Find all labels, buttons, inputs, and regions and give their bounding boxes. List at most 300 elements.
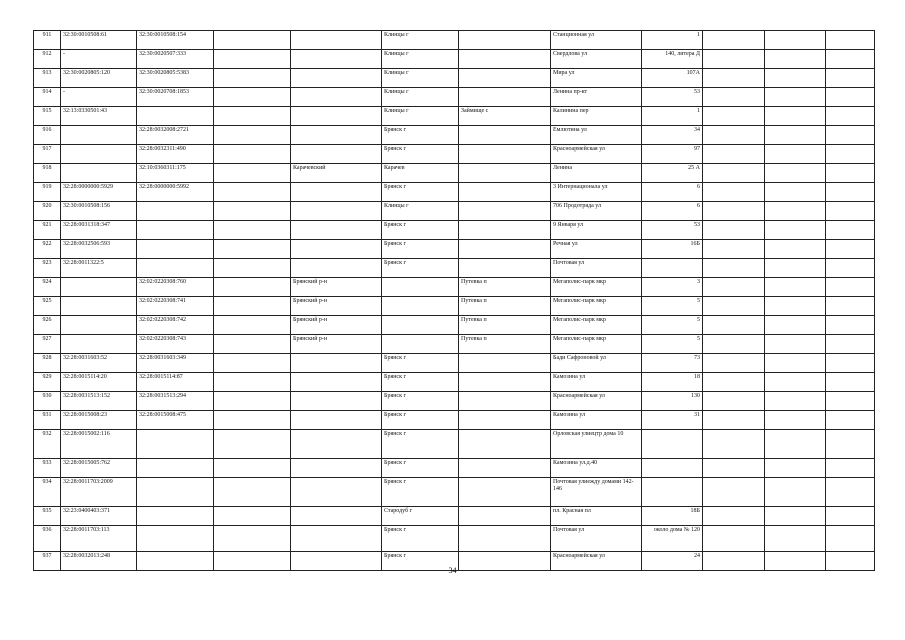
blank-cell — [826, 430, 875, 459]
blank-cell — [765, 69, 826, 88]
city-cell: Брянск г — [382, 459, 459, 478]
house-cell: 18Б — [642, 507, 703, 526]
blank-cell — [214, 31, 291, 50]
table-row — [34, 107, 875, 126]
city-cell: Брянск г — [382, 552, 459, 571]
blank-cell — [703, 373, 765, 392]
blank-cell — [765, 373, 826, 392]
cadastral-number-cell — [61, 164, 137, 183]
table-row — [34, 459, 875, 478]
row-number-cell: 930 — [34, 392, 61, 411]
district-cell — [291, 411, 382, 430]
blank-cell — [765, 354, 826, 373]
blank-cell — [826, 297, 875, 316]
row-number-cell: 914 — [34, 88, 61, 107]
row-number-cell: 927 — [34, 335, 61, 354]
blank-cell — [826, 335, 875, 354]
blank-cell — [214, 126, 291, 145]
row-number-cell: 913 — [34, 69, 61, 88]
blank-cell — [703, 411, 765, 430]
table-row — [34, 164, 875, 183]
blank-cell — [765, 507, 826, 526]
cadastral-number-cell: 32:28:0015008:23 — [61, 411, 137, 430]
row-number-cell: 929 — [34, 373, 61, 392]
blank-cell — [703, 316, 765, 335]
building-cadastral-cell: 32:28:0000000:5992 — [137, 183, 214, 202]
building-cadastral-cell: 32:10:0360311:175 — [137, 164, 214, 183]
city-cell: Клинцы г — [382, 88, 459, 107]
house-cell — [642, 259, 703, 278]
building-cadastral-cell: 32:02:0220308:742 — [137, 316, 214, 335]
locality-cell — [459, 240, 551, 259]
district-cell — [291, 50, 382, 69]
house-cell: 130 — [642, 392, 703, 411]
blank-cell — [214, 107, 291, 126]
locality-cell — [459, 88, 551, 107]
blank-cell — [826, 259, 875, 278]
city-cell — [382, 335, 459, 354]
table-row — [34, 392, 875, 411]
row-number-cell: 911 — [34, 31, 61, 50]
blank-cell — [826, 373, 875, 392]
city-cell: Брянск г — [382, 430, 459, 459]
table-body — [34, 31, 875, 571]
table-row — [34, 69, 875, 88]
table-row — [34, 373, 875, 392]
city-cell: Брянск г — [382, 221, 459, 240]
cadastral-number-cell: 32:28:0011322:5 — [61, 259, 137, 278]
street-cell: Красноармейская ул — [551, 145, 642, 164]
street-cell: Почтовая ул — [551, 259, 642, 278]
blank-cell — [214, 335, 291, 354]
street-cell: Красноармейская ул — [551, 392, 642, 411]
cadastral-number-cell — [61, 316, 137, 335]
blank-cell — [765, 221, 826, 240]
blank-cell — [826, 107, 875, 126]
city-cell: Брянск г — [382, 354, 459, 373]
city-cell — [382, 297, 459, 316]
building-cadastral-cell: 32:02:0220308:743 — [137, 335, 214, 354]
row-number-cell: 933 — [34, 459, 61, 478]
street-cell: Мегаполис-парк мкр — [551, 335, 642, 354]
blank-cell — [214, 145, 291, 164]
blank-cell — [826, 459, 875, 478]
building-cadastral-cell — [137, 478, 214, 507]
cadastral-number-cell: 32:28:0000000:5929 — [61, 183, 137, 202]
blank-cell — [703, 145, 765, 164]
house-cell: 1 — [642, 31, 703, 50]
blank-cell — [826, 183, 875, 202]
street-cell: Ленина — [551, 164, 642, 183]
city-cell: Брянск г — [382, 373, 459, 392]
row-number-cell: 936 — [34, 526, 61, 552]
city-cell: Брянск г — [382, 259, 459, 278]
street-cell: Мегаполис-парк мкр — [551, 278, 642, 297]
street-cell: Камозина ул — [551, 411, 642, 430]
blank-cell — [703, 430, 765, 459]
blank-cell — [703, 183, 765, 202]
table-row — [34, 259, 875, 278]
city-cell: Клинцы г — [382, 50, 459, 69]
blank-cell — [214, 392, 291, 411]
blank-cell — [214, 316, 291, 335]
house-cell: 34 — [642, 126, 703, 145]
cadastral-number-cell: 32:28:0011703:2009 — [61, 478, 137, 507]
blank-cell — [765, 145, 826, 164]
district-cell: Карачевский — [291, 164, 382, 183]
blank-cell — [703, 31, 765, 50]
blank-cell — [826, 316, 875, 335]
cadastral-number-cell: 32:28:0031603:52 — [61, 354, 137, 373]
street-cell: Калинина пер — [551, 107, 642, 126]
district-cell: Брянский р-н — [291, 278, 382, 297]
district-cell — [291, 459, 382, 478]
blank-cell — [826, 50, 875, 69]
blank-cell — [826, 202, 875, 221]
row-number-cell: 923 — [34, 259, 61, 278]
blank-cell — [826, 411, 875, 430]
locality-cell — [459, 164, 551, 183]
blank-cell — [826, 354, 875, 373]
street-cell: Бади Сафроновой ул — [551, 354, 642, 373]
city-cell — [382, 316, 459, 335]
table-row — [34, 126, 875, 145]
blank-cell — [703, 297, 765, 316]
cadastral-number-cell: 32:28:0015002:116 — [61, 430, 137, 459]
blank-cell — [214, 221, 291, 240]
locality-cell — [459, 202, 551, 221]
house-cell: 73 — [642, 354, 703, 373]
street-cell: Ленина пр-кт — [551, 88, 642, 107]
row-number-cell: 934 — [34, 478, 61, 507]
locality-cell — [459, 392, 551, 411]
locality-cell — [459, 373, 551, 392]
blank-cell — [765, 392, 826, 411]
locality-cell — [459, 145, 551, 164]
blank-cell — [765, 459, 826, 478]
table-row — [34, 297, 875, 316]
blank-cell — [703, 526, 765, 552]
street-cell: Почтовая ул — [551, 526, 642, 552]
blank-cell — [703, 50, 765, 69]
table-row — [34, 335, 875, 354]
table-row — [34, 31, 875, 50]
building-cadastral-cell: 32:30:0020507:333 — [137, 50, 214, 69]
street-cell: Станционная ул — [551, 31, 642, 50]
district-cell — [291, 221, 382, 240]
blank-cell — [214, 183, 291, 202]
table-row — [34, 240, 875, 259]
cadastral-number-cell: 32:23:0400403:371 — [61, 507, 137, 526]
city-cell: Клинцы г — [382, 107, 459, 126]
locality-cell — [459, 50, 551, 69]
cadastral-number-cell: 32:28:0011703:113 — [61, 526, 137, 552]
city-cell: Брянск г — [382, 240, 459, 259]
blank-cell — [765, 335, 826, 354]
house-cell — [642, 430, 703, 459]
district-cell — [291, 88, 382, 107]
blank-cell — [703, 240, 765, 259]
cadastral-number-cell: 32:28:0031318:347 — [61, 221, 137, 240]
locality-cell — [459, 183, 551, 202]
district-cell — [291, 392, 382, 411]
house-cell: 3 — [642, 278, 703, 297]
street-cell: Почтовая улиежду домами 142-146 — [551, 478, 642, 507]
blank-cell — [765, 202, 826, 221]
locality-cell: Путевка п — [459, 278, 551, 297]
blank-cell — [765, 316, 826, 335]
blank-cell — [703, 221, 765, 240]
locality-cell — [459, 221, 551, 240]
building-cadastral-cell — [137, 202, 214, 221]
district-cell — [291, 31, 382, 50]
row-number-cell: 917 — [34, 145, 61, 164]
district-cell — [291, 145, 382, 164]
row-number-cell: 935 — [34, 507, 61, 526]
blank-cell — [214, 69, 291, 88]
building-cadastral-cell: 32:28:0015008:475 — [137, 411, 214, 430]
cadastral-number-cell — [61, 278, 137, 297]
blank-cell — [826, 145, 875, 164]
house-cell: 18 — [642, 373, 703, 392]
blank-cell — [765, 126, 826, 145]
house-cell: 53 — [642, 221, 703, 240]
city-cell: Брянск г — [382, 478, 459, 507]
blank-cell — [214, 259, 291, 278]
cadastral-number-cell: 32:28:0032506:593 — [61, 240, 137, 259]
blank-cell — [703, 354, 765, 373]
cadastral-number-cell: 32:28:0031513:152 — [61, 392, 137, 411]
building-cadastral-cell — [137, 221, 214, 240]
blank-cell — [826, 240, 875, 259]
table-row — [34, 526, 875, 552]
blank-cell — [703, 164, 765, 183]
locality-cell: Займище с — [459, 107, 551, 126]
blank-cell — [703, 107, 765, 126]
blank-cell — [826, 31, 875, 50]
blank-cell — [214, 526, 291, 552]
row-number-cell: 921 — [34, 221, 61, 240]
blank-cell — [214, 202, 291, 221]
blank-cell — [214, 430, 291, 459]
blank-cell — [826, 126, 875, 145]
house-cell: 5 — [642, 335, 703, 354]
table-row — [34, 88, 875, 107]
blank-cell — [703, 392, 765, 411]
blank-cell — [703, 259, 765, 278]
blank-cell — [765, 107, 826, 126]
blank-cell — [214, 297, 291, 316]
row-number-cell: 919 — [34, 183, 61, 202]
street-cell: 706 Продотряда ул — [551, 202, 642, 221]
house-cell — [642, 478, 703, 507]
cadastral-number-cell: 32:30:0010508:156 — [61, 202, 137, 221]
row-number-cell: 922 — [34, 240, 61, 259]
district-cell — [291, 69, 382, 88]
building-cadastral-cell: 32:28:0031513:294 — [137, 392, 214, 411]
blank-cell — [703, 459, 765, 478]
building-cadastral-cell — [137, 430, 214, 459]
house-cell: 97 — [642, 145, 703, 164]
blank-cell — [703, 335, 765, 354]
city-cell — [382, 278, 459, 297]
table-row — [34, 278, 875, 297]
house-cell: 53 — [642, 88, 703, 107]
blank-cell — [826, 69, 875, 88]
blank-cell — [765, 50, 826, 69]
blank-cell — [214, 459, 291, 478]
house-cell: 107А — [642, 69, 703, 88]
table-row — [34, 183, 875, 202]
locality-cell — [459, 507, 551, 526]
table-row — [34, 316, 875, 335]
blank-cell — [214, 164, 291, 183]
house-cell: 25 А — [642, 164, 703, 183]
cadastral-number-cell — [61, 335, 137, 354]
cadastral-number-cell: 32:30:0010508:61 — [61, 31, 137, 50]
street-cell: 9 Января ул — [551, 221, 642, 240]
blank-cell — [826, 88, 875, 107]
blank-cell — [826, 507, 875, 526]
house-cell: 16Б — [642, 240, 703, 259]
blank-cell — [765, 478, 826, 507]
house-cell: 31 — [642, 411, 703, 430]
city-cell: Брянск г — [382, 183, 459, 202]
building-cadastral-cell: 32:28:0032311:490 — [137, 145, 214, 164]
city-cell: Клинцы г — [382, 202, 459, 221]
building-cadastral-cell — [137, 526, 214, 552]
house-cell: 140, литера Д — [642, 50, 703, 69]
city-cell: Клинцы г — [382, 31, 459, 50]
street-cell: Свердлова ул — [551, 50, 642, 69]
table-row — [34, 507, 875, 526]
locality-cell — [459, 478, 551, 507]
row-number-cell: 937 — [34, 552, 61, 571]
district-cell — [291, 507, 382, 526]
row-number-cell: 932 — [34, 430, 61, 459]
city-cell: Брянск г — [382, 126, 459, 145]
house-cell: 5 — [642, 316, 703, 335]
building-cadastral-cell: 32:30:0010508:154 — [137, 31, 214, 50]
blank-cell — [765, 411, 826, 430]
city-cell: Брянск г — [382, 411, 459, 430]
district-cell: Брянский р-н — [291, 316, 382, 335]
district-cell — [291, 430, 382, 459]
blank-cell — [765, 183, 826, 202]
table-row — [34, 411, 875, 430]
house-cell — [642, 459, 703, 478]
house-cell: 5 — [642, 297, 703, 316]
building-cadastral-cell — [137, 259, 214, 278]
building-cadastral-cell — [137, 240, 214, 259]
district-cell — [291, 202, 382, 221]
street-cell: Мегаполис-парк мкр — [551, 316, 642, 335]
table-row — [34, 50, 875, 69]
house-cell: 24 — [642, 552, 703, 571]
locality-cell — [459, 430, 551, 459]
blank-cell — [703, 278, 765, 297]
building-cadastral-cell: 32:30:0020805:5383 — [137, 69, 214, 88]
row-number-cell: 925 — [34, 297, 61, 316]
district-cell — [291, 126, 382, 145]
street-cell: Емлютина ул — [551, 126, 642, 145]
blank-cell — [765, 278, 826, 297]
building-cadastral-cell — [137, 459, 214, 478]
blank-cell — [214, 373, 291, 392]
street-cell: пл. Красная пл — [551, 507, 642, 526]
blank-cell — [214, 507, 291, 526]
blank-cell — [765, 240, 826, 259]
district-cell: Брянский р-н — [291, 335, 382, 354]
locality-cell — [459, 354, 551, 373]
blank-cell — [826, 392, 875, 411]
blank-cell — [703, 126, 765, 145]
blank-cell — [703, 202, 765, 221]
locality-cell — [459, 459, 551, 478]
row-number-cell: 916 — [34, 126, 61, 145]
city-cell: Брянск г — [382, 392, 459, 411]
street-cell: Орловская улиецтр дома 10 — [551, 430, 642, 459]
locality-cell: Путевка п — [459, 316, 551, 335]
district-cell — [291, 240, 382, 259]
street-cell: Камозина ул.д.40 — [551, 459, 642, 478]
row-number-cell: 915 — [34, 107, 61, 126]
house-cell: около дома № 120 — [642, 526, 703, 552]
blank-cell — [214, 88, 291, 107]
district-cell — [291, 478, 382, 507]
city-cell: Брянск г — [382, 145, 459, 164]
district-cell — [291, 526, 382, 552]
blank-cell — [826, 278, 875, 297]
blank-cell — [214, 240, 291, 259]
row-number-cell: 918 — [34, 164, 61, 183]
building-cadastral-cell — [137, 107, 214, 126]
blank-cell — [826, 164, 875, 183]
property-register-table — [33, 30, 875, 571]
house-cell: 1 — [642, 107, 703, 126]
blank-cell — [703, 88, 765, 107]
blank-cell — [703, 507, 765, 526]
blank-cell — [214, 478, 291, 507]
street-cell: Мегаполис-парк мкр — [551, 297, 642, 316]
street-cell: Красноармейская ул — [551, 552, 642, 571]
district-cell — [291, 354, 382, 373]
page-number: 34 — [448, 566, 457, 575]
district-cell: Брянский р-н — [291, 297, 382, 316]
house-cell: 6 — [642, 183, 703, 202]
blank-cell — [765, 297, 826, 316]
blank-cell — [765, 526, 826, 552]
district-cell — [291, 259, 382, 278]
blank-cell — [214, 278, 291, 297]
row-number-cell: 931 — [34, 411, 61, 430]
row-number-cell: 924 — [34, 278, 61, 297]
row-number-cell: 926 — [34, 316, 61, 335]
cadastral-number-cell — [61, 126, 137, 145]
blank-cell — [214, 411, 291, 430]
district-cell — [291, 373, 382, 392]
blank-cell — [765, 164, 826, 183]
blank-cell — [826, 478, 875, 507]
city-cell: Стародуб г — [382, 507, 459, 526]
cadastral-number-cell: 32:28:0015005:762 — [61, 459, 137, 478]
building-cadastral-cell: 32:28:0032008:2721 — [137, 126, 214, 145]
cadastral-number-cell: - — [61, 88, 137, 107]
locality-cell: Путевка п — [459, 297, 551, 316]
building-cadastral-cell: 32:28:0031603:349 — [137, 354, 214, 373]
building-cadastral-cell — [137, 507, 214, 526]
cadastral-number-cell — [61, 297, 137, 316]
